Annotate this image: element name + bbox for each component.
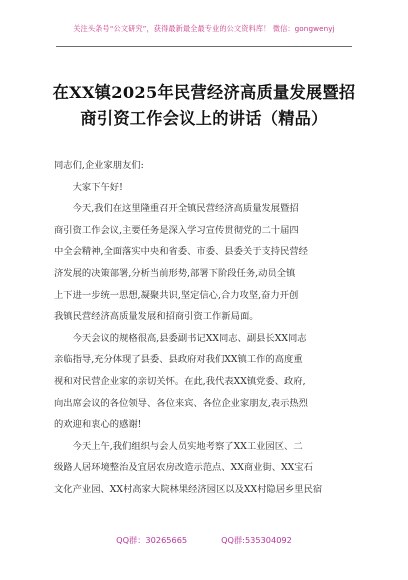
header-banner: 关注头条号“公文研究”，获得最新最全最专业的公文资料库！ 微信：gongwenyj [73, 24, 335, 33]
paragraph-line: 文化产业园、XX村高家大院林果经济园区以及XX村隐居乡里民宿 [54, 483, 323, 495]
paragraph-line: 向出席会议的各位领导、各位来宾、各位企业家朋友,表示热烈 [54, 397, 308, 409]
header-divider [56, 46, 352, 47]
paragraph-line: 的欢迎和衷心的感谢! [54, 419, 142, 431]
footer-contact [0, 535, 408, 546]
paragraph-line: 上下进一步统一思想,凝聚共识,坚定信心,合力攻坚,奋力开创 [54, 289, 299, 301]
paragraph-line: 今天上午,我们组织与会人员实地考察了XX工业园区、二 [72, 440, 303, 452]
paragraph-line: 今天,我们在这里隆重召开全镇民营经济高质量发展暨招 [72, 203, 299, 215]
paragraph-line: 济发展的决策部署,分析当前形势,部署下阶段任务,动员全镇 [54, 267, 296, 279]
footer-qq-group-1: QQ群：30265665 [116, 535, 188, 545]
paragraph-line: 商引资工作会议,主要任务是深入学习宣传贯彻党的二十届四 [54, 224, 299, 236]
salutation: 同志们,企业家朋友们: [54, 160, 144, 171]
paragraph-line: 亲临指导,充分体现了县委、县政府对我们XX镇工作的高度重 [54, 354, 303, 366]
paragraph-line: 级路人居环境整治及宜居农房改造示范点、XX商业街、XX宝石 [54, 462, 313, 474]
footer-qq-group-2: QQ群:535304092 [221, 535, 292, 545]
title-line-2: 商引资工作会议上的讲话（精品） [80, 109, 328, 128]
greeting: 大家下午好! [72, 181, 123, 193]
paragraph-line: 中全会精神,全面落实中央和省委、市委、县委关于支持民营经 [54, 246, 308, 258]
document-body [54, 155, 354, 501]
paragraph-line: 我镇民营经济高质量发展和招商引资工作新局面。 [54, 311, 259, 323]
paragraph-line: 视和对民营企业家的亲切关怀。在此,我代表XX镇党委、政府, [54, 375, 306, 387]
paragraph-line: 今天会议的规格很高,县委副书记XX同志、副县长XX同志 [72, 332, 307, 344]
document-title [40, 80, 368, 132]
title-line-1: 在XX镇2025年民营经济高质量发展暨招 [52, 83, 356, 102]
